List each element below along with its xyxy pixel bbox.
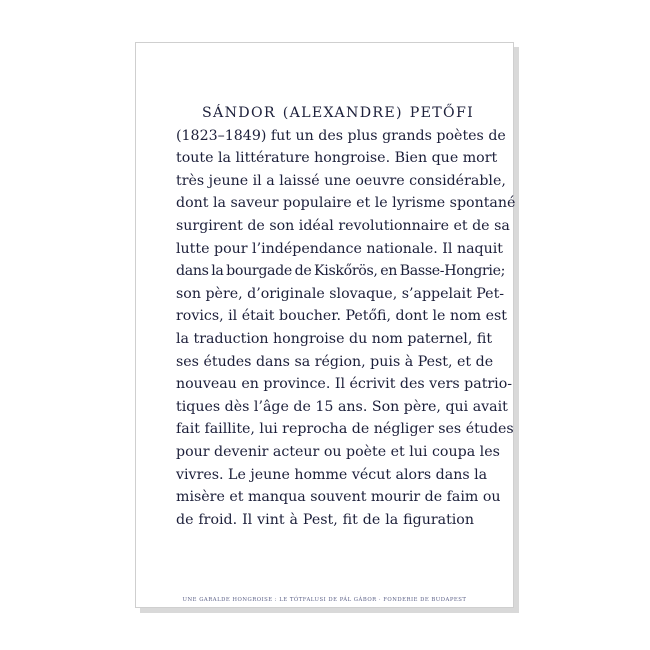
text-line: misère et manqua souvent mourir de faim ou xyxy=(176,489,501,506)
text-line: dans la bourgade de Kiskőrös, en Basse-Hongrie; xyxy=(176,263,506,280)
text-line: lutte pour l’indépendance nationale. Il naquit xyxy=(176,240,504,257)
text-line: (1823–1849) fut un des plus grands poètes de xyxy=(176,127,506,144)
text-line: toute la littérature hongroise. Bien que mort xyxy=(176,150,498,167)
specimen-page xyxy=(135,42,514,608)
text-line: fait faillite, lui reprocha de négliger ses études xyxy=(176,421,514,438)
specimen-footer: UNE GARALDE HONGROISE : LE TÓTFALUSI DE PÁL GÁBOR · FONDERIE DE BUDAPEST xyxy=(182,597,467,603)
text-line: la traduction hongroise du nom paternel, fit xyxy=(176,330,493,347)
text-line: tiques dès l’âge de 15 ans. Son père, qui avait xyxy=(176,398,508,415)
text-line: son père, d’originale slovaque, s’appelait Pet- xyxy=(176,285,505,302)
text-line: de froid. Il vint à Pest, fit de la figuration xyxy=(176,511,474,528)
text-line: surgirent de son idéal revolutionnaire et de sa xyxy=(176,217,510,234)
text-line: très jeune il a laissé une oeuvre considérable, xyxy=(176,172,506,189)
text-line: vivres. Le jeune homme vécut alors dans la xyxy=(176,466,488,483)
text-line: dont la saveur populaire et le lyrisme spontané xyxy=(176,195,516,212)
text-line: pour devenir acteur ou poète et lui coupa les xyxy=(176,443,500,460)
text-line: nouveau en province. Il écrivit des vers patrio- xyxy=(176,376,513,393)
text-line: rovics, il était boucher. Petőfi, dont le nom est xyxy=(176,308,507,325)
body-text xyxy=(176,102,516,531)
text-line-title: SÁNDOR (ALEXANDRE) PETŐFI xyxy=(202,105,474,121)
text-line: ses études dans sa région, puis à Pest, et de xyxy=(176,353,494,370)
